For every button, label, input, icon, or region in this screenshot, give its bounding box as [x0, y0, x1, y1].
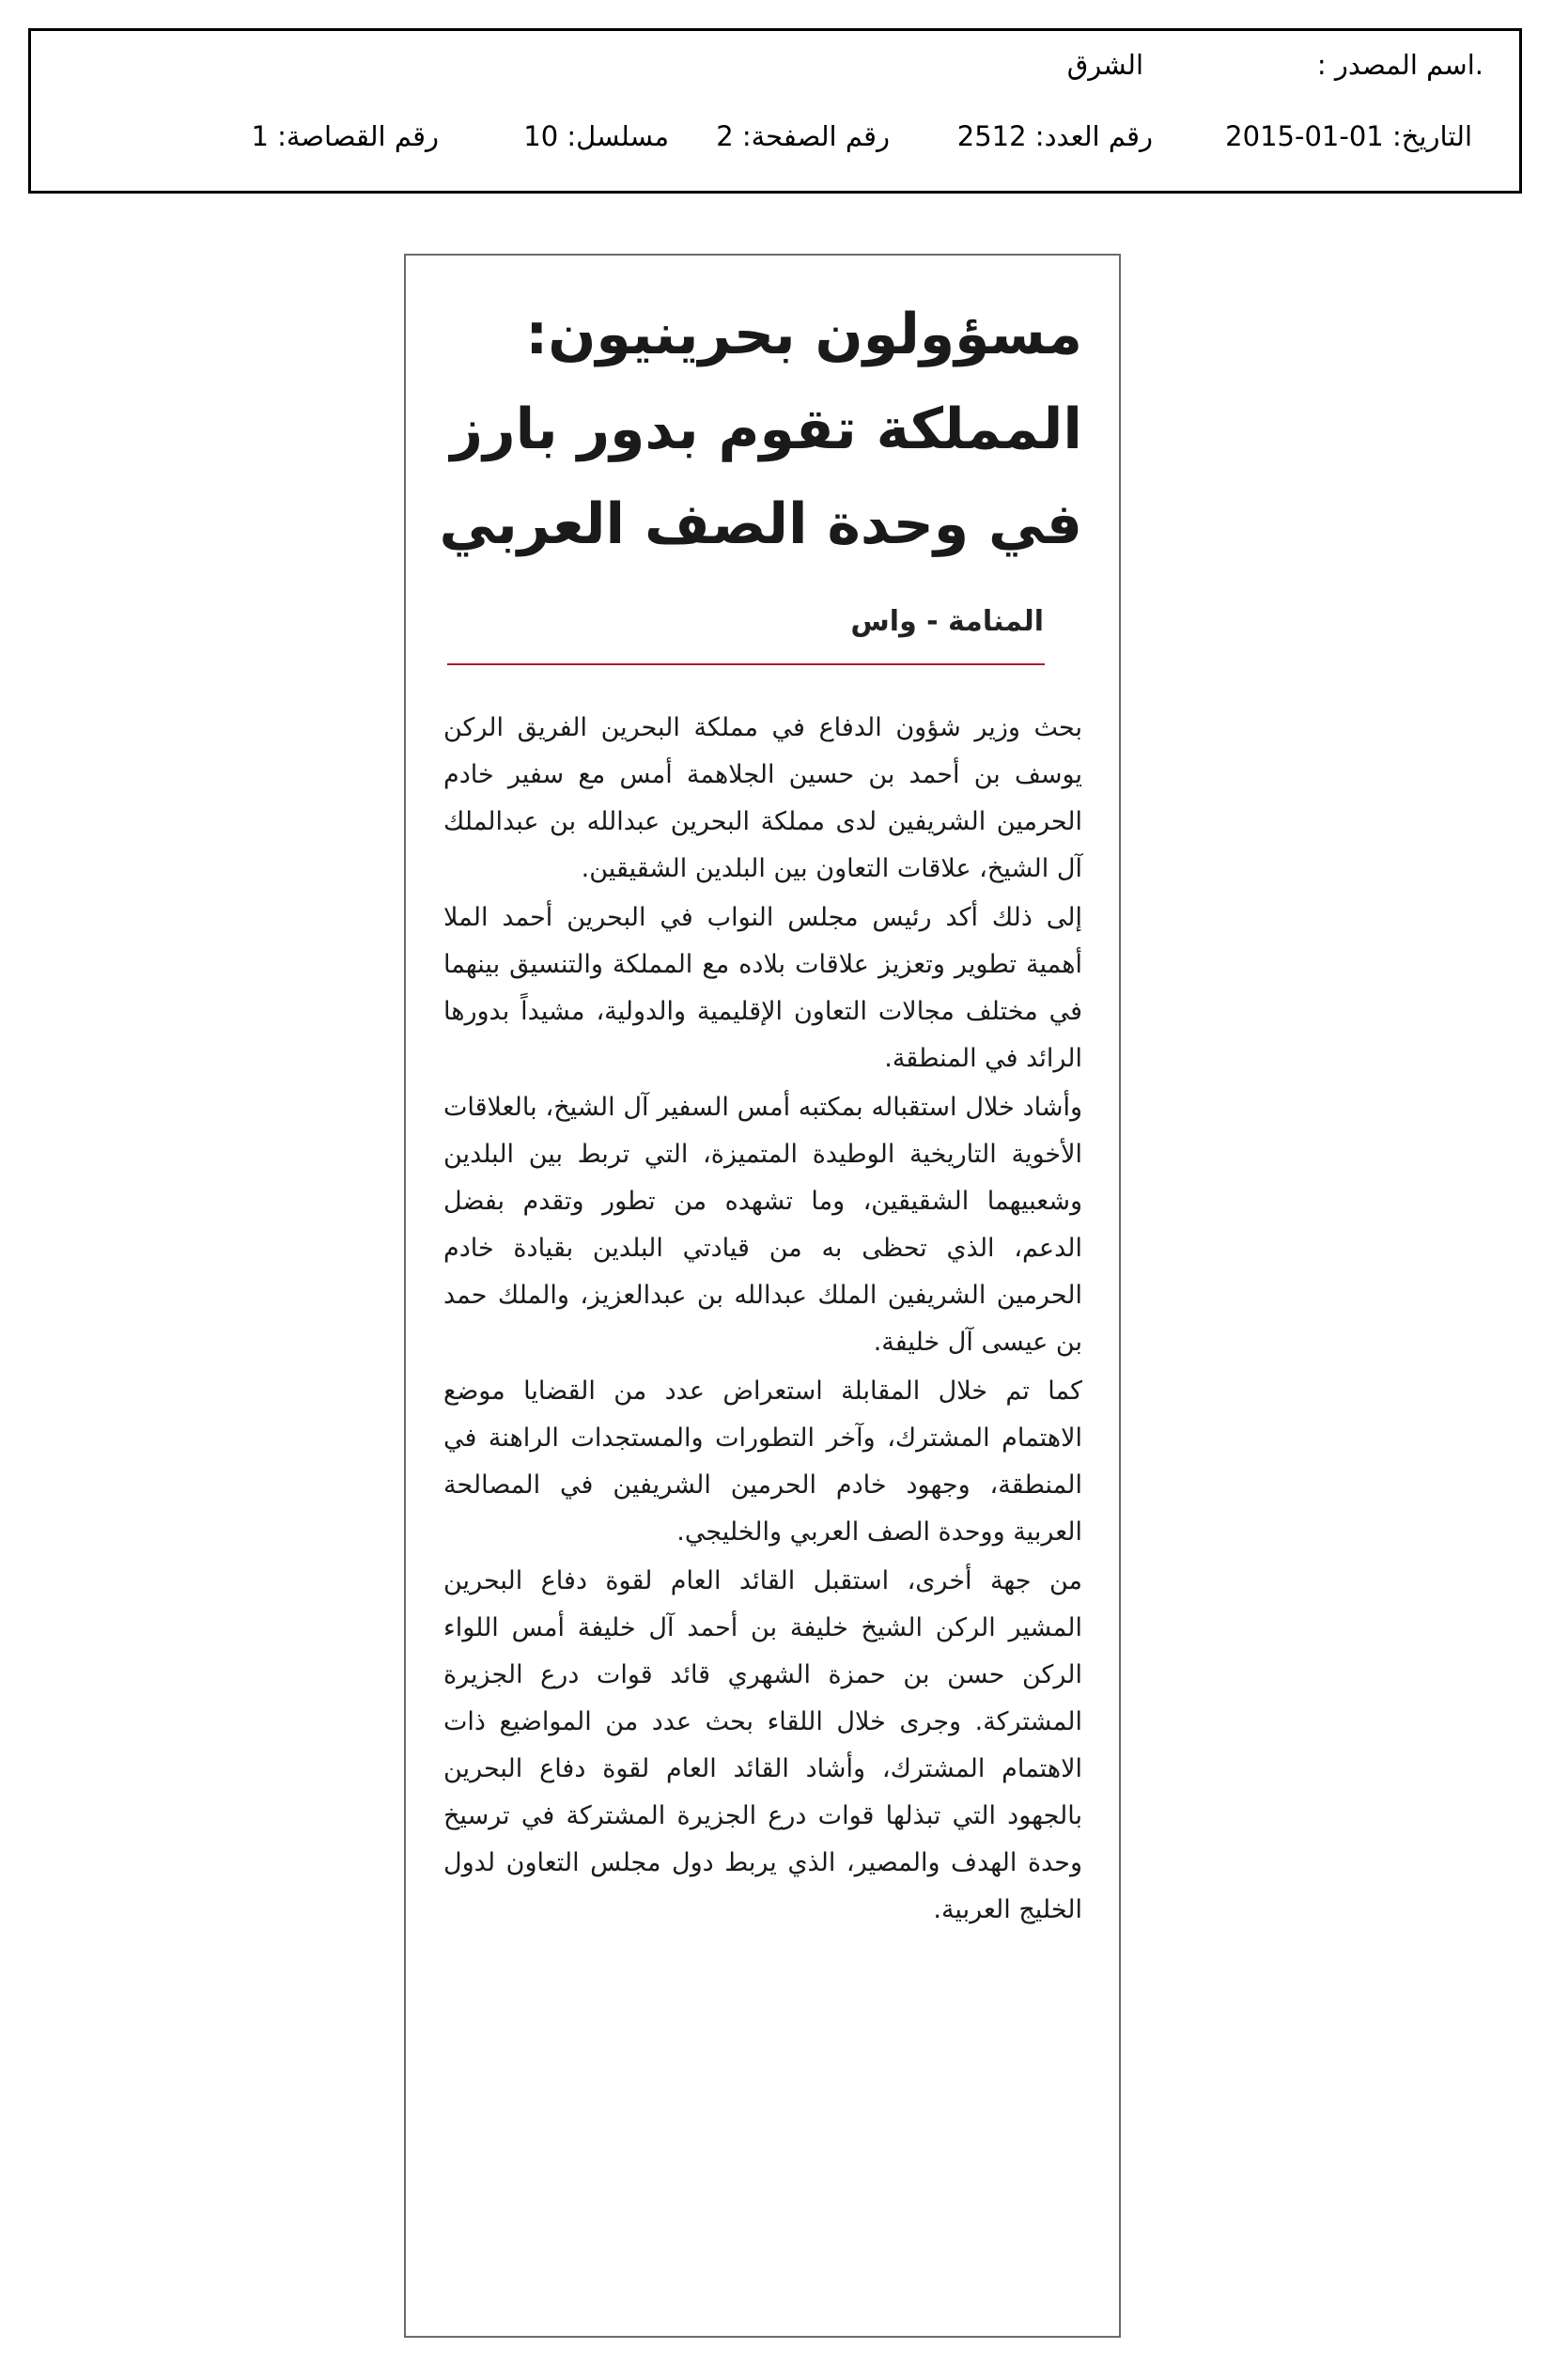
issue-number-field: رقم العدد: 2512	[956, 120, 1153, 152]
article-clipping	[404, 254, 1121, 2338]
source-label: .اسم المصدر :	[1316, 49, 1483, 81]
clip-number-field: رقم القصاصة: 1	[251, 120, 439, 152]
article-headline	[439, 288, 1082, 572]
article-paragraph: بحث وزير شؤون الدفاع في مملكة البحرين الفريق الركن يوسف بن أحمد بن حسين الجلاهمة أمس مع سفير خادم الحرمين الشريفين لدى مملكة البحرين عبدالله بن عبدالملك آل الشيخ، علاقات التعاون بين البلدين الشقيقين.	[443, 713, 1082, 883]
article-paragraph: من جهة أخرى، استقبل القائد العام لقوة دفاع البحرين المشير الركن الشيخ خليفة بن أحمد آل خليفة أمس اللواء الركن حسن بن حمزة الشهري قائد قوات درع الجزيرة المشتركة. وجرى خلال اللقاء بحث عدد من المواضيع ذات الاهتمام المشترك، وأشاد القائد العام لقوة دفاع البحرين بالجهود التي تبذلها قوات درع الجزيرة المشتركة في ترسيخ وحدة الهدف والمصير، الذي يربط دول مجلس التعاون لدول الخليج العربية.	[443, 1566, 1082, 1924]
article-paragraph: إلى ذلك أكد رئيس مجلس النواب في البحرين أحمد الملا أهمية تطوير وتعزيز علاقات بلاده مع المملكة والتنسيق بينهما في مختلف مجالات التعاون الإقليمية والدولية، مشيداً بدورها الرائد في المنطقة.	[443, 903, 1082, 1073]
source-metadata-box	[28, 28, 1522, 194]
date-field: التاريخ: 01-01-2015	[1225, 120, 1472, 152]
headline-line: مسؤولون بحرينيون:	[525, 302, 1082, 367]
page-number-field: رقم الصفحة: 2	[716, 120, 890, 152]
article-paragraph: كما تم خلال المقابلة استعراض عدد من القضايا موضع الاهتمام المشترك، وآخر التطورات والمستجدات الراهنة في المنطقة، وجهود خادم الحرمين الشريفين في المصالحة العربية ووحدة الصف العربي والخليجي.	[443, 1377, 1082, 1547]
source-value: الشرق	[1066, 49, 1143, 81]
serial-field: مسلسل: 10	[523, 120, 669, 152]
article-body	[443, 705, 1082, 1936]
headline-line: المملكة تقوم بدور بارز	[450, 397, 1082, 462]
article-paragraph: وأشاد خلال استقباله بمكتبه أمس السفير آل الشيخ، بالعلاقات الأخوية التاريخية الوطيدة المتميزة، التي تربط بين البلدين وشعبيهما الشقيقين، وما تشهده من تطور وتقدم بفضل الدعم، الذي تحظى به من قيادتي البلدين بقيادة خادم الحرمين الشريفين الملك عبدالله بن عبدالعزيز، والملك حمد بن عيسى آل خليفة.	[443, 1093, 1082, 1357]
red-divider	[447, 663, 1045, 665]
headline-line: في وحدة الصف العربي	[439, 491, 1082, 557]
article-dateline: المنامة - واس	[850, 605, 1044, 638]
